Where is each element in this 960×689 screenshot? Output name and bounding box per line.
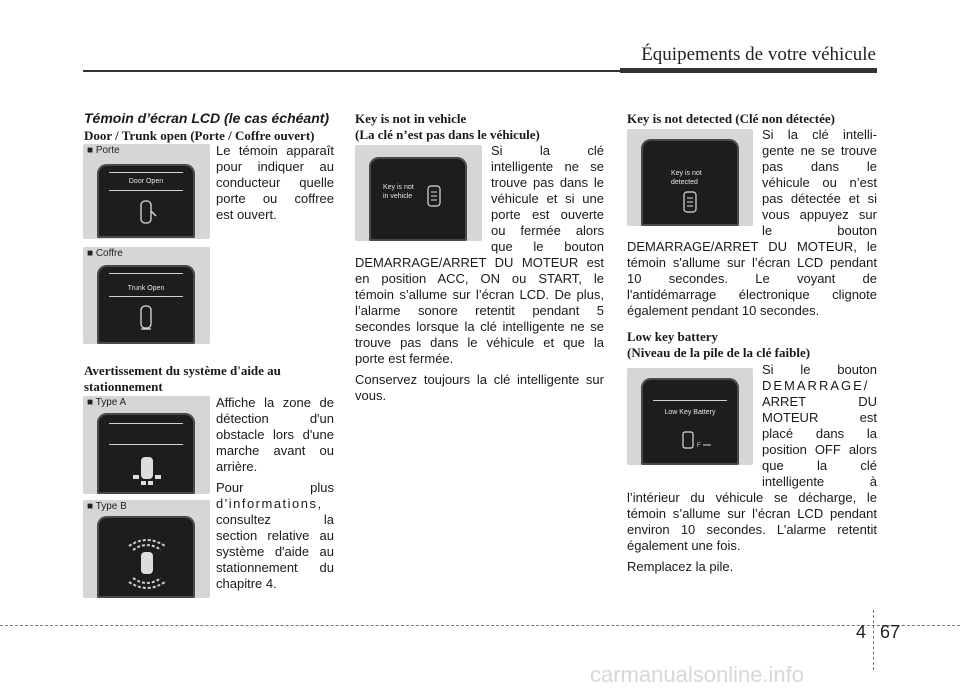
low-key-battery-wrap-text: Si le bouton DEMARRAGE/ ARRET DU MOTEUR est placé dans la position OFF alors que la clé intelligente à <box>762 362 877 489</box>
key-battery-icon <box>677 430 717 452</box>
header-rule-accent <box>620 68 877 73</box>
parking-sensor-type-b-icon <box>121 532 173 592</box>
parking-text: Affiche la zone de détection d'un obstacle lors d'une marche avant ou arrière. Pour plus d'informations, consultez la section relative au système d'aide au stationnement du chapitre 4. <box>216 395 334 591</box>
footer-dashed-rule <box>0 625 960 626</box>
parking-type-a-illustration <box>83 396 210 494</box>
chapter-number: 4 <box>856 622 867 642</box>
car-trunk-open-icon <box>135 303 157 335</box>
type-a-caption: ■ Type A <box>87 397 127 408</box>
low-key-battery-screen-text: Low Key Battery <box>664 409 716 416</box>
page-header-title: Équipements de votre véhicule <box>641 44 876 65</box>
trunk-open-illustration <box>83 247 210 344</box>
door-open-illustration <box>83 144 210 239</box>
svg-text:F: F <box>697 443 701 449</box>
key-not-detected-screen-text: Key is not detected <box>671 170 702 186</box>
key-not-in-vehicle-heading: Key is not in vehicle (La clé n’est pas dans le véhicule) <box>355 111 540 142</box>
low-key-battery-text: l’intérieur du véhicule se décharge, le témoin s’allume sur l’écran LCD pendant environ 10 secondes. L’alarme retentit également une fois. Remplacez la pile. <box>627 490 877 574</box>
page-number: 67 <box>880 622 901 642</box>
watermark-text: carmanualsonline.info <box>590 662 805 687</box>
parking-heading: Avertissement du système d'aide au stationnement <box>84 363 281 394</box>
door-trunk-heading: Door / Trunk open (Porte / Coffre ouvert) <box>84 128 315 143</box>
key-not-detected-illustration <box>627 129 753 226</box>
key-not-in-vehicle-illustration <box>355 145 482 241</box>
door-open-screen-text: Door Open <box>128 178 164 185</box>
page-number-separator <box>873 610 874 670</box>
smart-key-icon <box>683 191 697 213</box>
trunk-open-screen-text: Trunk Open <box>127 285 165 292</box>
parking-type-b-illustration <box>83 500 210 598</box>
key-not-detected-heading: Key is not detected (Clé non détectée) <box>627 111 835 126</box>
key-not-detected-wrap-text: Si la clé intelli- gente ne se trouve pas dans le véhicule ou n’est pas détectée et si vous appuyez sur le bouton <box>762 127 877 238</box>
parking-sensor-type-a-icon <box>127 449 167 487</box>
car-door-open-icon <box>135 198 157 228</box>
key-not-detected-text: DEMARRAGE/ARRET DU MOTEUR, le témoin s'allume sur l’écran LCD pendant 10 secondes. Le voyant de l'antidémarrage électronique clignote également pendant 10 secondes. <box>627 239 877 318</box>
key-not-in-vehicle-screen-text: Key is not in vehicle <box>383 184 414 200</box>
key-not-in-vehicle-wrap-text: Si la clé intelligente ne se trouve pas dans le véhicule et si une porte est ouverte ou fermée alors que le bouton <box>491 143 604 254</box>
porte-caption: ■ Porte <box>87 145 120 156</box>
low-key-battery-illustration <box>627 368 753 465</box>
key-not-in-vehicle-text: DEMARRAGE/ARRET DU MOTEUR est en position ACC, ON ou START, le témoin s’allume sur l’écran LCD. De plus, l’alarme sonore retentit pendant 5 secondes lorsque la clé intelligente ne se trouve pas dans le véhicule et que la porte est fermée. Conservez toujours la clé intelligente sur vous. <box>355 255 604 403</box>
smart-key-icon <box>427 185 441 207</box>
section-title: Témoin d’écran LCD (le cas échéant) <box>84 110 330 126</box>
door-trunk-text: Le témoin apparaît pour indiquer au conducteur quelle porte ou coffree est ouvert. <box>216 143 334 222</box>
coffre-caption: ■ Coffre <box>87 248 123 259</box>
type-b-caption: ■ Type B <box>87 501 127 512</box>
low-key-battery-heading: Low key battery (Niveau de la pile de la clé faible) <box>627 329 811 360</box>
